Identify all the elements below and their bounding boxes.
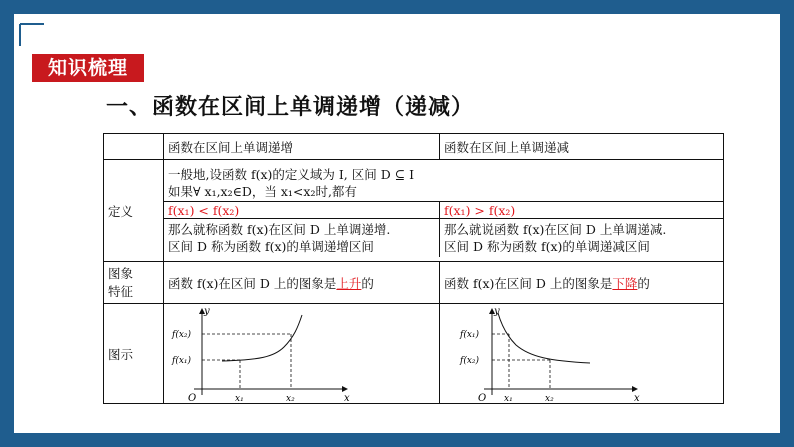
figure-row <box>104 304 724 404</box>
feature-dec-prefix: 函数 f(x)在区间 D 上的图象是 <box>444 275 613 291</box>
x1-label: x₁ <box>235 393 244 403</box>
figure-label: 图示 <box>104 304 164 404</box>
definition-split <box>164 201 723 257</box>
x-axis-arrow <box>632 386 638 392</box>
increasing-condition: f(x₁) < f(x₂) <box>168 202 240 218</box>
origin-label: O <box>188 392 197 403</box>
header-empty-cell <box>104 134 164 160</box>
feature-dec-word: 下降 <box>612 275 638 291</box>
increasing-graph <box>164 305 436 403</box>
page-title: 一、函数在区间上单调递增（递减） <box>106 95 475 120</box>
decreasing-result-2: 区间 D 称为函数 f(x)的单调递减区间 <box>444 239 650 254</box>
table-header-row <box>104 134 724 160</box>
corner-decoration <box>14 14 134 54</box>
origin-label: O <box>478 392 487 403</box>
x-label: x <box>344 392 350 403</box>
feature-label-2: 特征 <box>108 283 134 299</box>
slide <box>14 14 780 433</box>
feature-label-1: 图象 <box>108 265 134 281</box>
y-label: y <box>494 305 500 317</box>
feature-increasing <box>164 262 440 304</box>
definition-line-2: 如果∀ x₁,x₂∈D，当 x₁<x₂时,都有 <box>168 184 357 199</box>
fx2-label: f(x₂) <box>172 329 192 340</box>
increasing-graph-cell <box>164 304 440 404</box>
feature-inc-prefix: 函数 f(x)在区间 D 上的图象是 <box>168 275 337 291</box>
feature-inc-word: 上升 <box>336 275 362 291</box>
monotonic-table <box>103 133 724 404</box>
fx1-label: f(x₁) <box>460 329 480 340</box>
definition-label: 定义 <box>104 160 164 262</box>
decreasing-result-1: 那么就说函数 f(x)在区间 D 上单调递减. <box>444 222 667 237</box>
feature-dec-suffix: 的 <box>637 275 650 291</box>
fx2-label: f(x₂) <box>460 355 480 366</box>
x1-label: x₁ <box>504 393 513 403</box>
definition-line-1: 一般地,设函数 f(x)的定义域为 I, 区间 D ⊆ I <box>168 167 415 182</box>
decreasing-graph <box>440 305 720 403</box>
feature-label <box>104 262 164 304</box>
fx1-label: f(x₁) <box>172 355 192 366</box>
y-label: y <box>204 305 210 317</box>
section-badge: 知识梳理 <box>32 54 144 82</box>
decreasing-condition: f(x₁) > f(x₂) <box>444 202 516 218</box>
decreasing-graph-cell <box>440 304 724 404</box>
header-increasing: 函数在区间上单调递增 <box>164 134 440 160</box>
increasing-result-1: 那么就称函数 f(x)在区间 D 上单调递增. <box>168 222 391 237</box>
increasing-result-2: 区间 D 称为函数 f(x)的单调递增区间 <box>168 239 374 254</box>
x2-label: x₂ <box>545 393 554 403</box>
x-axis-arrow <box>342 386 348 392</box>
increasing-curve <box>222 315 302 361</box>
header-decreasing: 函数在区间上单调递减 <box>440 134 724 160</box>
feature-row <box>104 262 724 304</box>
feature-inc-suffix: 的 <box>361 275 374 291</box>
definition-cell <box>164 160 724 262</box>
x-label: x <box>634 392 640 403</box>
feature-decreasing <box>440 262 724 304</box>
definition-row <box>104 160 724 262</box>
decreasing-curve <box>498 313 590 363</box>
x2-label: x₂ <box>286 393 295 403</box>
